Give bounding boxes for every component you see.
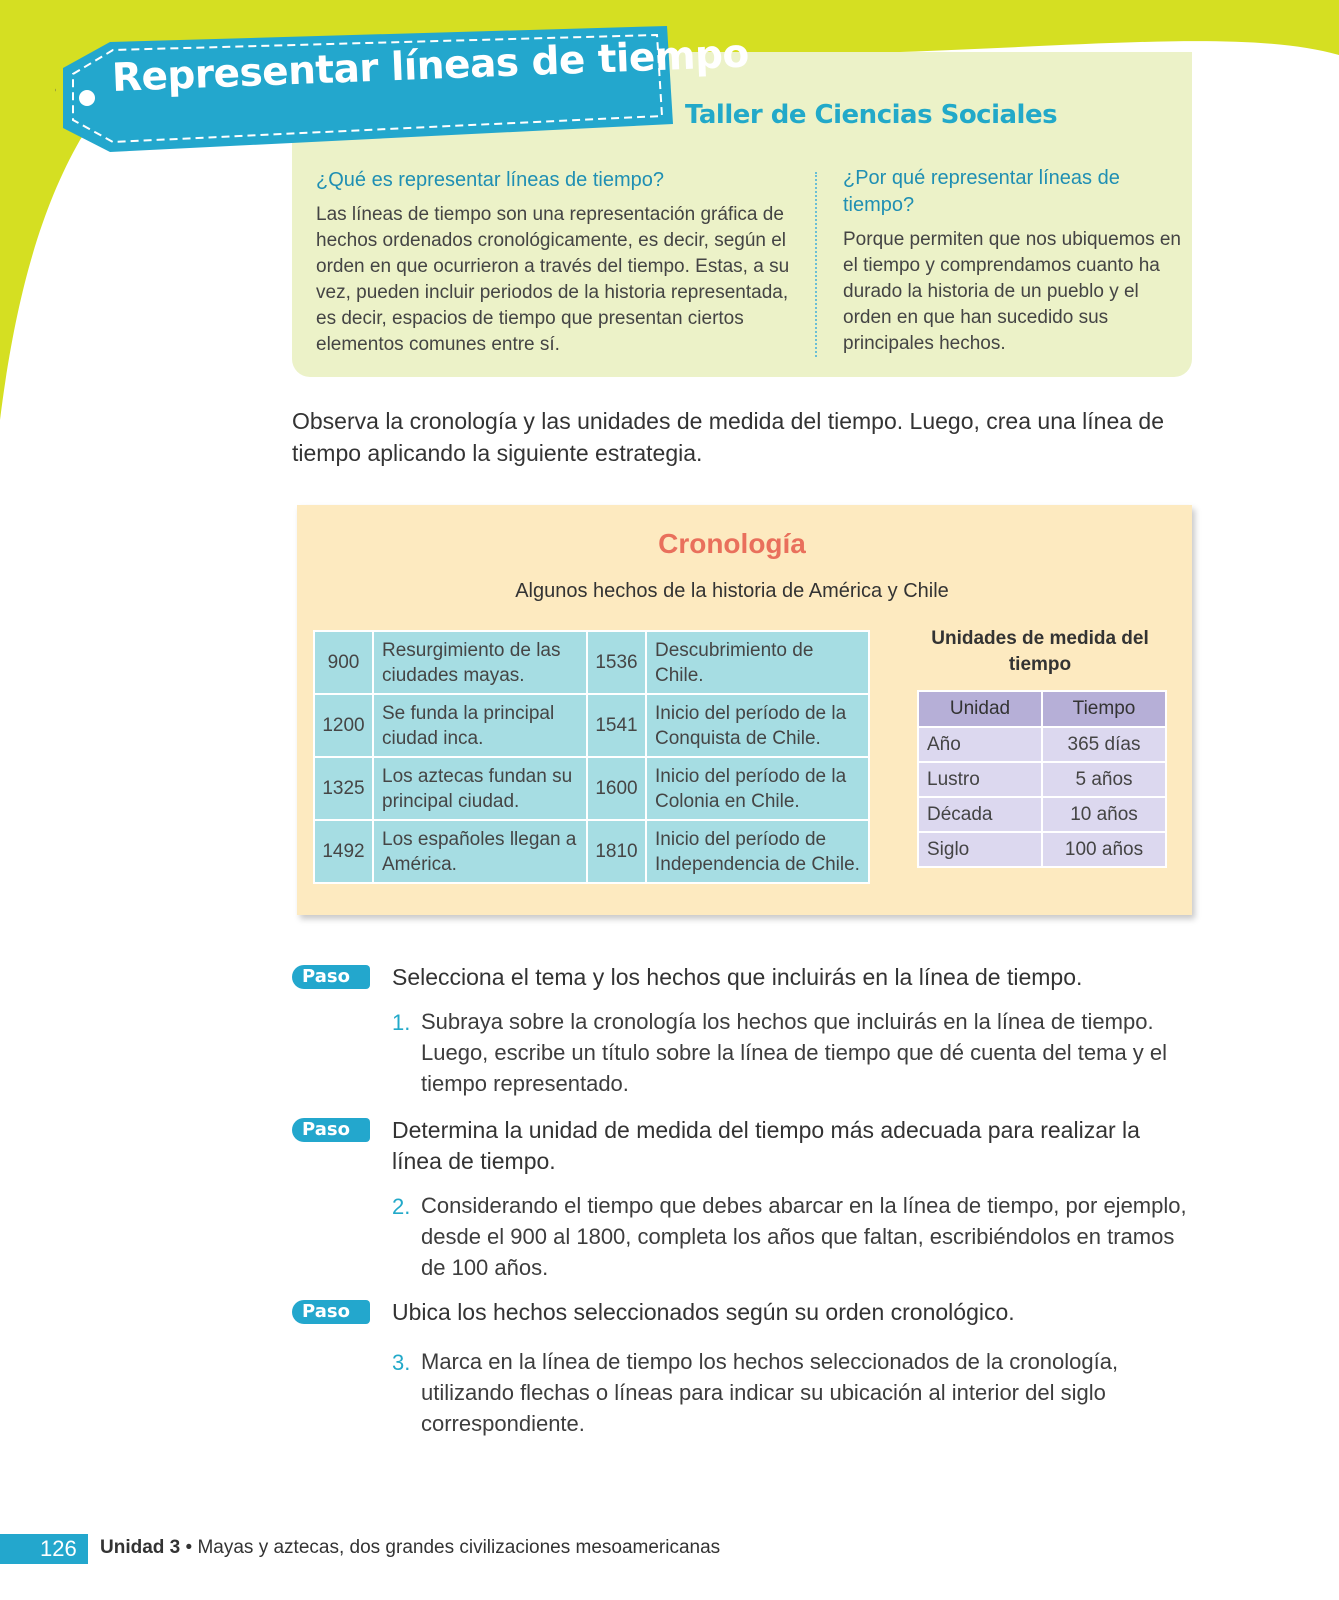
item-3-number: 3. [392, 1350, 411, 1375]
question-why: ¿Por qué representar líneas de tiempo? [843, 167, 1120, 216]
year-cell: 1200 [314, 694, 373, 757]
units-table [917, 690, 1167, 868]
table-row [314, 757, 869, 820]
table-row [918, 762, 1166, 797]
step-1-badge: Paso 1 [292, 965, 370, 989]
workshop-subtitle: Taller de Ciencias Sociales [685, 100, 1058, 130]
item-2-text: Considerando el tiempo que debes abarcar en la línea de tiempo, por ejemplo, desde el 900 al 1800, completa los años que faltan, escribiéndolos en tramos de 100 años. [421, 1193, 1187, 1280]
step-2-text: Determina la unidad de medida del tiempo más adecuada para realizar la línea de tiempo. [392, 1117, 1140, 1174]
year-cell: 1325 [314, 757, 373, 820]
event-cell: Los aztecas fundan su principal ciudad. [373, 757, 587, 820]
year-cell: 1810 [587, 820, 646, 883]
footer-unit: Unidad 3 [100, 1537, 181, 1558]
time-cell: 10 años [1042, 797, 1166, 832]
footer-unit-title: Mayas y aztecas, dos grandes civilizaciones mesoamericanas [197, 1537, 721, 1558]
table-row [314, 820, 869, 883]
what-is-column [316, 167, 796, 358]
event-cell: Descubrimiento de Chile. [646, 631, 869, 694]
unit-cell: Lustro [918, 762, 1042, 797]
chronology-table [313, 630, 870, 884]
year-cell: 1600 [587, 757, 646, 820]
event-cell: Los españoles llegan a América. [373, 820, 587, 883]
unit-cell: Siglo [918, 832, 1042, 867]
time-cell: 365 días [1042, 727, 1166, 762]
step-1-text: Selecciona el tema y los hechos que incluirás en la línea de tiempo. [392, 964, 1083, 990]
event-cell: Se funda la principal ciudad inca. [373, 694, 587, 757]
footer-bullet: • [185, 1537, 193, 1558]
year-cell: 1536 [587, 631, 646, 694]
item-1-number: 1. [392, 1010, 411, 1035]
column-divider [815, 172, 817, 357]
year-cell: 1492 [314, 820, 373, 883]
units-title: Unidades de medida del tiempo [931, 628, 1149, 675]
table-header-row [918, 691, 1166, 727]
column-header-time: Tiempo [1042, 691, 1166, 727]
time-cell: 100 años [1042, 832, 1166, 867]
answer-why: Porque permiten que nos ubiquemos en el tiempo y comprendamos cuanto ha durado la historia de un pueblo y el orden en que han sucedido sus principales hechos. [843, 229, 1182, 354]
event-cell: Inicio del período de Independencia de Chile. [646, 820, 869, 883]
step-2-badge: Paso 2 [292, 1118, 370, 1142]
year-cell: 900 [314, 631, 373, 694]
column-header-unit: Unidad [918, 691, 1042, 727]
table-row [918, 727, 1166, 762]
question-what: ¿Qué es representar líneas de tiempo? [316, 169, 664, 191]
chronology-subtitle: Algunos hechos de la historia de América y Chile [515, 580, 949, 602]
chronology-title: Cronología [658, 528, 806, 559]
event-cell: Inicio del período de la Colonia en Chile. [646, 757, 869, 820]
table-row [918, 832, 1166, 867]
event-cell: Inicio del período de la Conquista de Chile. [646, 694, 869, 757]
event-cell: Resurgimiento de las ciudades mayas. [373, 631, 587, 694]
step-3-badge: Paso 3 [292, 1300, 370, 1324]
why-column [843, 165, 1188, 357]
table-row [314, 694, 869, 757]
table-row [918, 797, 1166, 832]
unit-cell: Año [918, 727, 1042, 762]
step-3-text: Ubica los hechos seleccionados según su orden cronológico. [392, 1299, 1015, 1325]
item-1-text: Subraya sobre la cronología los hechos que incluirás en la línea de tiempo. Luego, escribe un título sobre la línea de tiempo que dé cuenta del tema y el tiempo representado. [421, 1009, 1168, 1096]
page-title: Representar líneas de tiempo [111, 31, 750, 101]
unit-cell: Década [918, 797, 1042, 832]
footer-caption [100, 1537, 720, 1559]
answer-what: Las líneas de tiempo son una representación gráfica de hechos ordenados cronológicamente, es decir, según el orden en que ocurrieron a través del tiempo. Estas, a su vez, pueden incluir periodos de la historia representada, es decir, espacios de tiempo que presentan ciertos elementos comunes entre sí. [316, 204, 790, 355]
year-cell: 1541 [587, 694, 646, 757]
page-number: 126 [40, 1536, 77, 1561]
time-cell: 5 años [1042, 762, 1166, 797]
item-3-text: Marca en la línea de tiempo los hechos seleccionados de la cronología, utilizando flechas o líneas para indicar su ubicación al interior del siglo correspondiente. [421, 1349, 1119, 1436]
table-row [314, 631, 869, 694]
intro-paragraph: Observa la cronología y las unidades de medida del tiempo. Luego, crea una línea de tiempo aplicando la siguiente estrategia. [292, 408, 1165, 466]
item-2-number: 2. [392, 1194, 411, 1219]
